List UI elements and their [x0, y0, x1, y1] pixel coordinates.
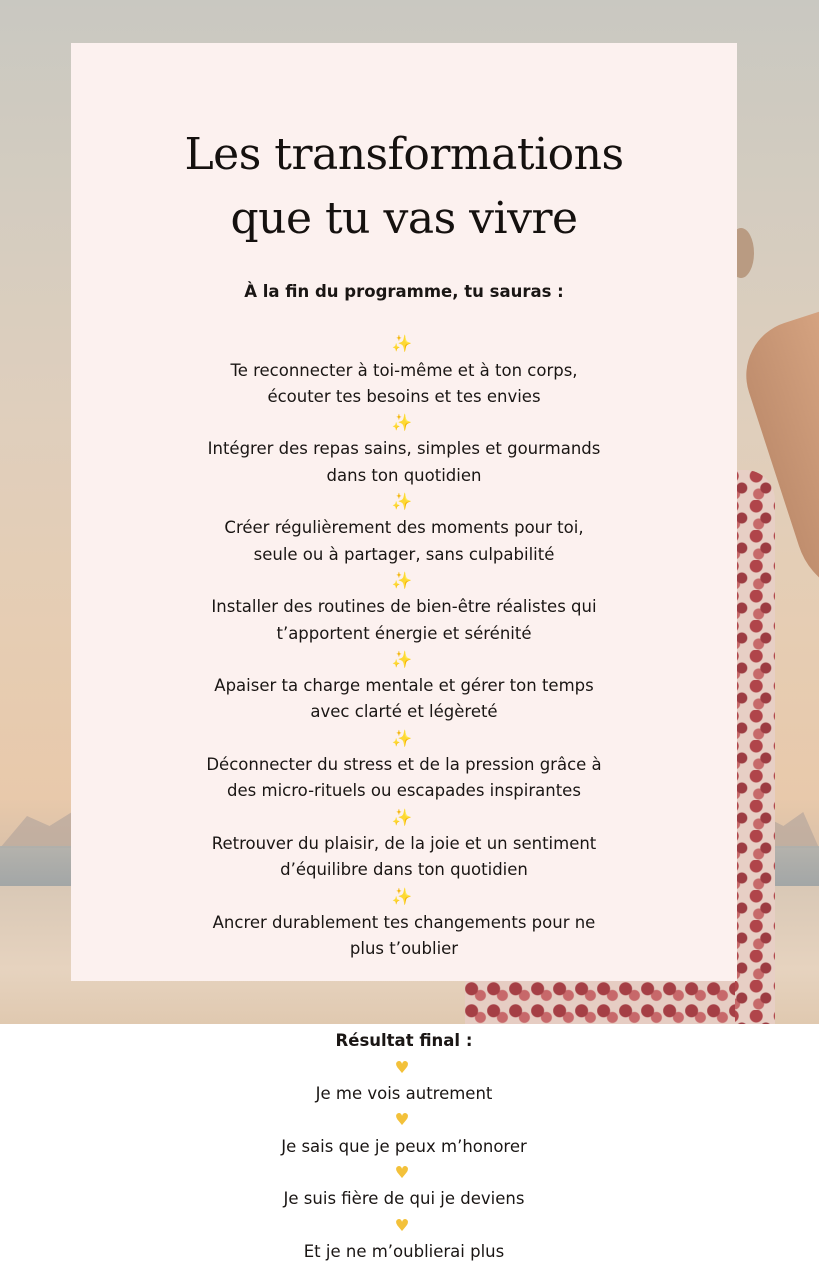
sparkles-icon: ✨ — [71, 331, 733, 357]
goal-line — [71, 568, 737, 621]
result-text: Je suis fière de qui je deviens — [284, 1189, 525, 1208]
goal-item — [71, 647, 737, 726]
result-heading: Résultat final : — [71, 1028, 737, 1054]
content-card — [71, 43, 737, 981]
result-item — [71, 1160, 737, 1213]
sparkles-icon: ✨ — [71, 805, 733, 831]
goal-line-continued: avec clarté et légèreté — [71, 699, 737, 725]
goal-item — [71, 568, 737, 647]
program-content — [71, 279, 737, 1265]
title-line: Les transformations — [71, 123, 737, 187]
goal-text: Intégrer des repas sains, simples et gourmands — [208, 439, 601, 458]
goal-text: Retrouver du plaisir, de la joie et un sentiment — [212, 834, 597, 853]
goal-line — [71, 884, 737, 937]
sparkles-icon: ✨ — [71, 647, 733, 673]
goal-line-continued: seule ou à partager, sans culpabilité — [71, 542, 737, 568]
goals-list — [71, 331, 737, 962]
sparkles-icon: ✨ — [71, 726, 733, 752]
goal-text: Créer régulièrement des moments pour toi, — [224, 518, 583, 537]
sparkles-icon: ✨ — [71, 884, 733, 910]
result-item — [71, 1107, 737, 1160]
sparkles-icon: ✨ — [71, 568, 733, 594]
goal-line-continued: plus t’oublier — [71, 936, 737, 962]
goal-item — [71, 805, 737, 884]
result-text: Je sais que je peux m’honorer — [281, 1137, 527, 1156]
goal-item — [71, 884, 737, 963]
goal-text: Installer des routines de bien-être réalistes qui — [211, 597, 596, 616]
goal-text: Te reconnecter à toi-même et à ton corps, — [230, 361, 577, 380]
goal-text: Ancrer durablement tes changements pour ne — [213, 913, 596, 932]
goal-line-continued: écouter tes besoins et tes envies — [71, 384, 737, 410]
final-result-section — [71, 1028, 737, 1265]
goal-text: Apaiser ta charge mentale et gérer ton temps — [214, 676, 593, 695]
intro-heading: À la fin du programme, tu sauras : — [71, 279, 737, 305]
results-list — [71, 1055, 737, 1265]
goal-item — [71, 726, 737, 805]
goal-text: Déconnecter du stress et de la pression grâce à — [206, 755, 601, 774]
goal-line-continued: des micro-rituels ou escapades inspirantes — [71, 778, 737, 804]
title-line: que tu vas vivre — [71, 187, 737, 251]
goal-item — [71, 331, 737, 410]
result-text: Je me vois autrement — [316, 1084, 493, 1103]
goal-line — [71, 805, 737, 858]
goal-line-continued: dans ton quotidien — [71, 463, 737, 489]
yellow-heart-icon: ♥ — [71, 1160, 733, 1186]
yellow-heart-icon: ♥ — [71, 1107, 733, 1133]
yellow-heart-icon: ♥ — [71, 1055, 733, 1081]
sparkles-icon: ✨ — [71, 410, 733, 436]
result-text: Et je ne m’oublierai plus — [304, 1242, 504, 1261]
result-item — [71, 1213, 737, 1265]
goal-line — [71, 489, 737, 542]
goal-item — [71, 489, 737, 568]
sparkles-icon: ✨ — [71, 489, 733, 515]
goal-line — [71, 410, 737, 463]
goal-line-continued: d’équilibre dans ton quotidien — [71, 857, 737, 883]
goal-item — [71, 410, 737, 489]
page-title — [71, 123, 737, 251]
goal-line — [71, 331, 737, 384]
goal-line-continued: t’apportent énergie et sérénité — [71, 621, 737, 647]
goal-line — [71, 647, 737, 700]
yellow-heart-icon: ♥ — [71, 1213, 733, 1239]
goal-line — [71, 726, 737, 779]
result-item — [71, 1055, 737, 1108]
